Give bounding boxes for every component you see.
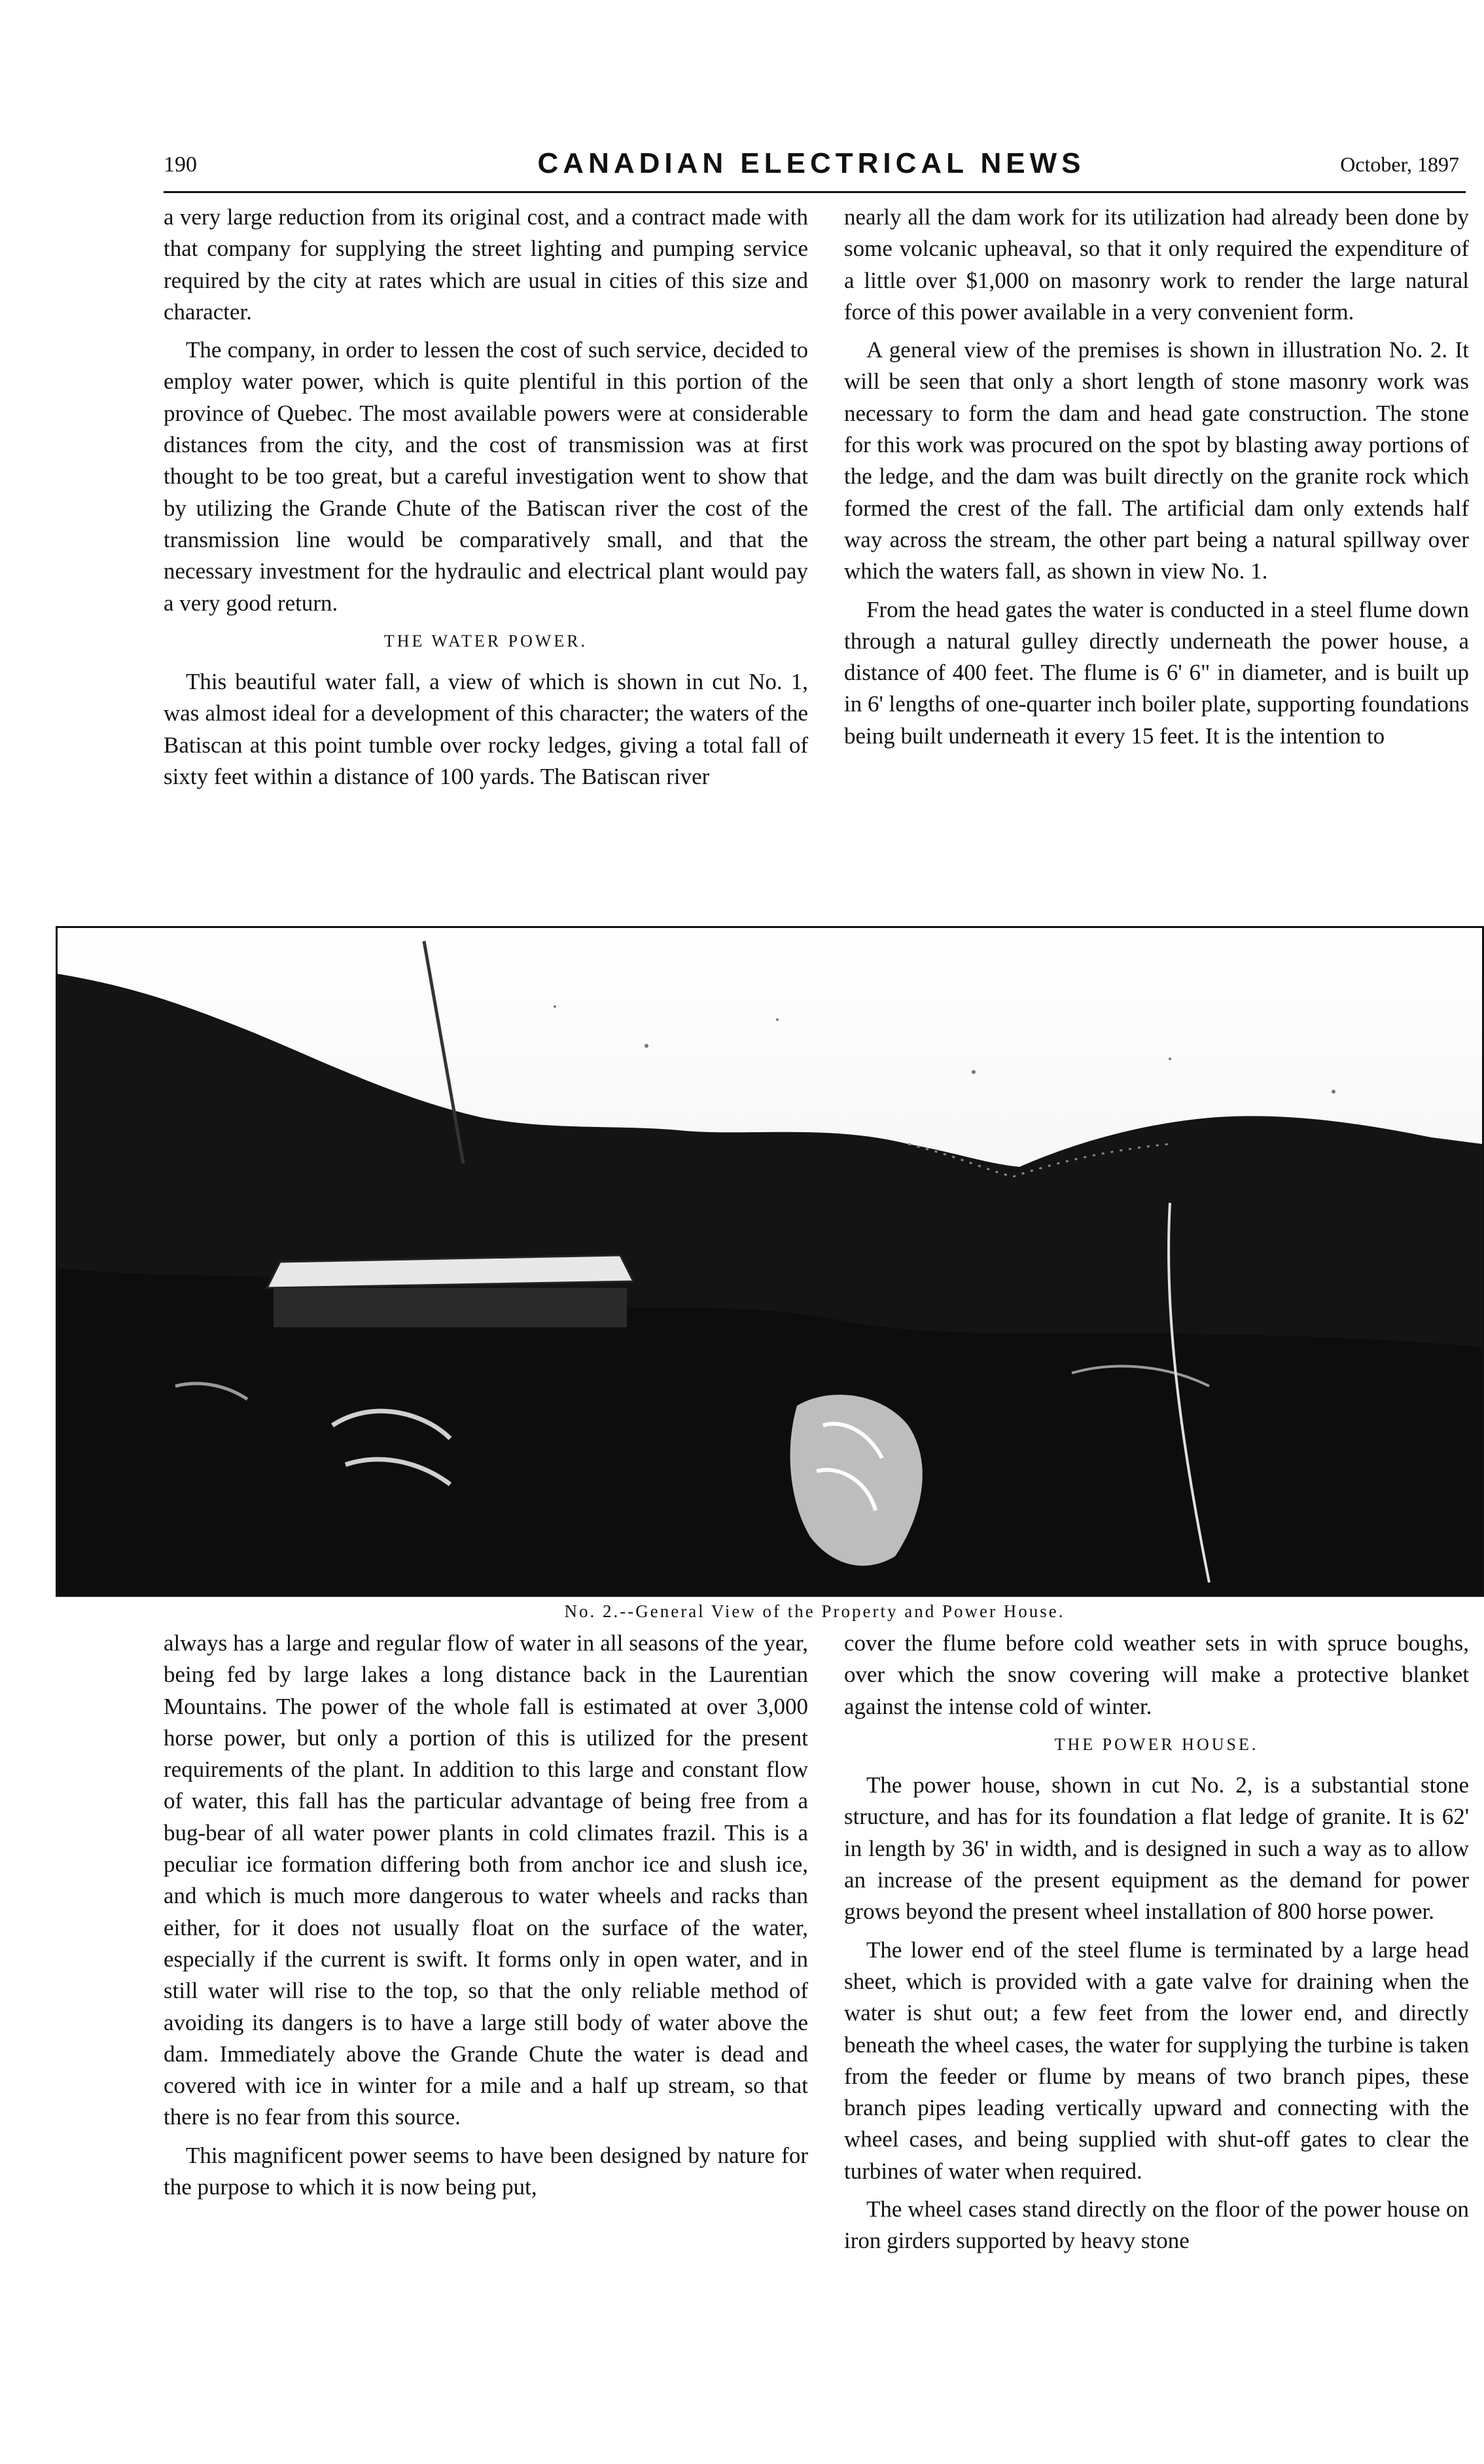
paragraph: From the head gates the water is conducted in a steel flume down through a natural gulley directly underneath the power house, a distance of 400 feet. The flume is 6' 6" in diameter, and is built up in 6' lengths of one-quarter inch boiler plate, supporting foundations being built underneath it every 15 feet. It is the intention to: [844, 596, 1469, 749]
section-heading-water-power: THE WATER POWER.: [383, 631, 588, 651]
section-heading-power-house: THE POWER HOUSE.: [1054, 1734, 1259, 1754]
paragraph: The lower end of the steel flume is terminated by a large head sheet, which is provided with a gate valve for draining when the water is shut out; a few feet from the lower end, and directly beneath the wheel cases, the water for supplying the turbine is taken from the feeder or flume by means of two branch pipes, these branch pipes leading vertically upward and connecting with the wheel cases, and being supplied with shut-off gates to clear the turbines of water when required.: [844, 1937, 1469, 2184]
paragraph: nearly all the dam work for its utilization had already been done by some volcanic upheaval, so that it only required the expenditure of a little over $1,000 on masonry work to render the large natural force of this power available in a very convenient form.: [844, 204, 1469, 325]
paragraph: a very large reduction from its original cost, and a contract made with that company for supplying the street lighting and pumping service required by the city at rates which are usual in cities of this size and character.: [164, 204, 808, 325]
paragraph: The wheel cases stand directly on the floor of the power house on iron girders supported by heavy stone: [844, 2196, 1469, 2254]
photo-general-view: [56, 926, 1484, 1597]
photo-illustration: [58, 928, 1482, 1595]
header-rule: [164, 191, 1466, 193]
paragraph: A general view of the premises is shown in illustration No. 2. It will be seen that only a short length of stone masonry work was necessary to form the dam and head gate construction. The stone for this work was procured on the spot by blasting away portions of the ledge, and the dam was built directly on the granite rock which formed the crest of the fall. The artificial dam only extends half way across the stream, the other part being a natural spillway over which the waters fall, as shown in view No. 1.: [844, 337, 1469, 584]
issue-date: October, 1897: [1340, 152, 1459, 176]
paragraph: always has a large and regular flow of water in all seasons of the year, being fed by large lakes a long distance back in the Laurentian Mountains. The power of the whole fall is estimated at over 3,000 horse power, but only a portion of this is utilized for the present requirements of the plant. In addition to this large and constant flow of water, this fall has the particular advantage of being free from a bug-bear of all water power plants in cold climates frazil. This is a peculiar ice formation differing both from anchor ice and slush ice, and which is much more dangerous to water wheels and racks than either, for it does not usually float on the surface of the water, especially if the current is swift. It forms only in open water, and in still water will rise to the top, so that the only reliable method of avoiding its dangers is to have a large still body of water above the dam. Immediately above the Grande Chute the water is dead and covered with ice in winter for a mile and a half up stream, so that there is no fear from this source.: [164, 1630, 808, 2130]
paragraph: This magnificent power seems to have been designed by nature for the purpose to which it is now being put,: [164, 2142, 808, 2200]
paragraph: The company, in order to lessen the cost of such service, decided to employ water power, which is quite plentiful in this portion of the province of Quebec. The most available powers were at considerable distances from the city, and the cost of transmission was at first thought to be too great, but a careful investigation went to show that by utilizing the Grande Chute of the Batiscan river the cost of the transmission line would be comparatively small, and that the necessary investment for the hydraulic and electrical plant would pay a very good return.: [164, 337, 808, 616]
publication-title: CANADIAN ELECTRICAL NEWS: [537, 147, 1086, 179]
paragraph: The power house, shown in cut No. 2, is a substantial stone structure, and has for its foundation a flat ledge of granite. It is 62' in length by 36' in width, and is designed in such a way as to allow an increase of the present equipment as the demand for power grows beyond the present wheel installation of 800 horse power.: [844, 1772, 1469, 1925]
page-number: 190: [164, 152, 197, 177]
paragraph: This beautiful water fall, a view of which is shown in cut No. 1, was almost ideal for a development of this character; the waters of the Batiscan at this point tumble over rocky ledges, giving a total fall of sixty feet within a distance of 100 yards. The Batiscan river: [164, 669, 808, 790]
figure-caption: No. 2.--General View of the Property and Power House.: [564, 1601, 1065, 1621]
paragraph: cover the flume before cold weather sets in with spruce boughs, over which the snow covering will make a protective blanket against the intense cold of winter.: [844, 1630, 1469, 1719]
column-bottom-right: [844, 1628, 1469, 2264]
column-top-left: [164, 202, 808, 799]
masthead: [164, 147, 1459, 187]
column-top-right: [844, 202, 1469, 759]
column-bottom-left: [164, 1628, 808, 2209]
